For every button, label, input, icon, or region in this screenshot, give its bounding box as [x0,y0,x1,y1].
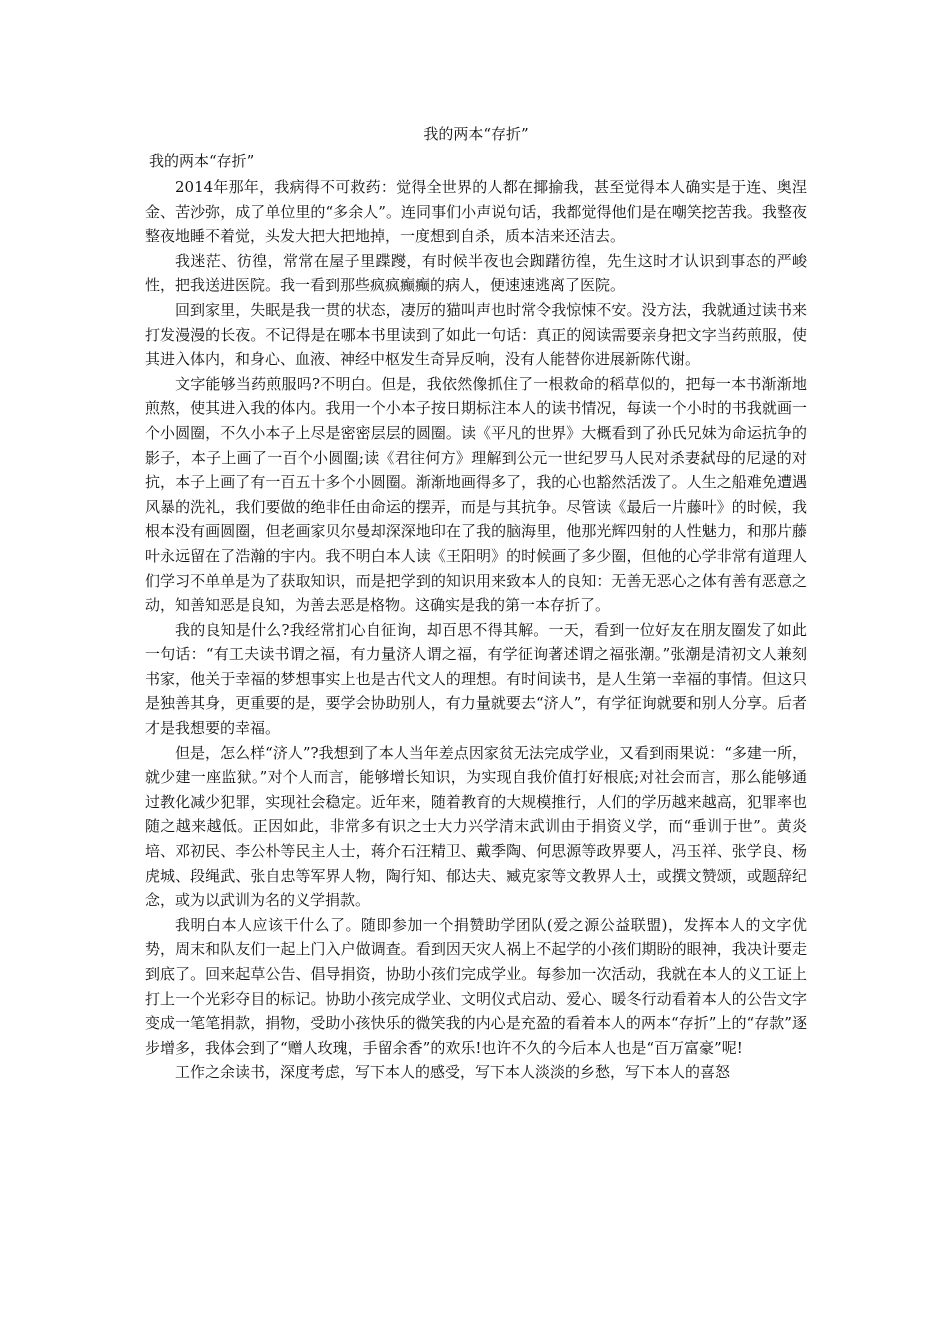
paragraph-6: 但是，怎么样“济人”?我想到了本人当年差点因家贫无法完成学业，又看到雨果说：“多建一所，就少建一座监狱。”对个人而言，能够增长知识，为实现自我价值打好根底;对社会而言，那么能够通过教化减少犯罪，实现社会稳定。近年来，随着教育的大规模推行，人们的学历越来越高，犯罪率也随之越来越低。正因如此，非常多有识之士大力兴学清末武训由于捐资义学，而“垂训于世”。黄炎培、邓初民、李公朴等民主人士，蒋介石汪精卫、戴季陶、何思源等政界要人，冯玉祥、张学良、杨虎城、段绳武、张自忠等军界人物，陶行知、郁达夫、臧克家等文教界人士，或撰文赞颂，或题辞纪念，或为以武训为名的义学捐款。 [145,743,807,910]
paragraph-8: 工作之余读书，深度考虑，写下本人的感受，写下本人淡淡的乡愁，写下本人的喜怒 [175,1063,731,1082]
document-title: 我的两本“存折” [423,125,529,143]
paragraph-7: 我明白本人应该干什么了。随即参加一个捐赞助学团队(爱之源公益联盟)，发挥本人的文字优势，周末和队友们一起上门入户做调查。看到因天灾人祸上不起学的小孩们期盼的眼神，我决计要走到底了。回来起草公告、倡导捐资，协助小孩们完成学业。每参加一次活动，我就在本人的义工证上打上一个光彩夺目的标记。协助小孩完成学业、文明仪式启动、爱心、暖冬行动看着本人的公告文字变成一笔笔捐款，捐物，受助小孩快乐的微笑我的内心是充盈的看着本人的两本“存折”上的“存款”逐步增多，我体会到了“赠人玫瑰，手留余香”的欢乐!也许不久的今后本人也是“百万富豪”呢! [145,915,807,1057]
paragraph-3: 回到家里，失眠是我一贯的状态，凄厉的猫叫声也时常令我惊悚不安。没方法，我就通过读书来打发漫漫的长夜。不记得是在哪本书里读到了如此一句话：真正的阅读需要亲身把文字当药煎服，使其进入体内，和身心、血液、神经中枢发生奇异反响，没有人能替你进展新陈代谢。 [145,300,807,369]
paragraph-4: 文字能够当药煎服吗?不明白。但是，我依然像抓住了一根救命的稻草似的，把每一本书渐渐地煎熬，使其进入我的体内。我用一个小本子按日期标注本人的读书情况，每读一个小时的书我就画一个小圆圈，不久小本子上尽是密密层层的圆圈。读《平凡的世界》大概看到了孙氏兄妹为命运抗争的影子，本子上画了一百个小圆圈;读《君往何方》理解到公元一世纪罗马人民对杀妻弑母的尼逯的对抗，本子上画了有一百五十多个小圆圈。渐渐地画得多了，我的心也豁然活泼了。人生之船难免遭遇风暴的洗礼，我们要做的绝非任由命运的摆弄，而是与其抗争。尽管读《最后一片藤叶》的时候，我根本没有画圆圈，但老画家贝尔曼却深深地印在了我的脑海里，他那光辉四射的人性魅力，和那片藤叶永远留在了浩瀚的宇内。我不明白本人读《王阳明》的时候画了多少圈，但他的心学非常有道理人们学习不单单是为了获取知识，而是把学到的知识用来致本人的良知：无善无恶心之体有善有恶意之动，知善知恶是良知，为善去恶是格物。这确实是我的第一本存折了。 [145,374,807,615]
paragraph-1: 2014年那年，我病得不可救药：觉得全世界的人都在揶揄我，甚至觉得本人确实是于连、奥涅金、苦沙弥，成了单位里的“多余人”。连同事们小声说句话，我都觉得他们是在嘲笑挖苦我。我整夜整夜地睡不着觉，头发大把大把地掉，一度想到自杀，质本洁来还洁去。 [145,178,807,246]
document-subtitle: 我的两本“存折” [149,152,255,170]
paragraph-2: 我迷茫、彷徨，常常在屋子里蹀躞，有时候半夜也会踟躇彷徨，先生这时才认识到事态的严峻性，把我送进医院。我一看到那些疯疯癫癫的病人，便速速逃离了医院。 [145,251,807,295]
paragraph-5: 我的良知是什么?我经常扪心自征询，却百思不得其解。一天，看到一位好友在朋友圈发了如此一句话：“有工夫读书谓之福，有力量济人谓之福，有学征询著述谓之福张潮。”张潮是清初文人兼刻书家，他关于幸福的梦想事实上也是古代文人的理想。有时间读书，是人生第一幸福的事情。但这只是独善其身，更重要的是，要学会协助别人，有力量就要去“济人”，有学征询就要和别人分享。后者才是我想要的幸福。 [145,620,807,738]
document-body [145,121,807,1085]
